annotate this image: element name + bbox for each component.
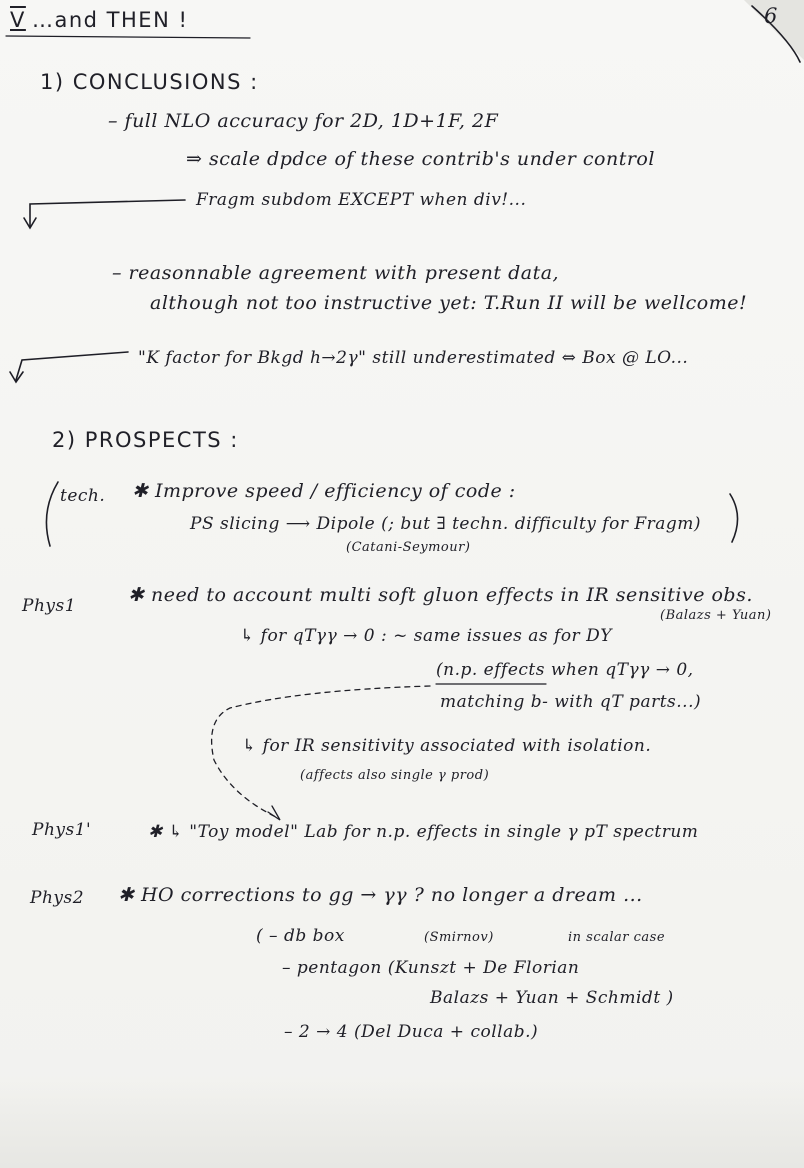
dashed-connector-head bbox=[268, 806, 280, 820]
tech-subitem-note: (Catani-Seymour) bbox=[346, 540, 471, 555]
conclusion-item-nlo-consequence: ⇒ scale dpdce of these contrib's under control bbox=[186, 148, 655, 170]
conclusion-item-agreement-2: although not too instructive yet: T.Run II will be wellcome! bbox=[150, 292, 748, 314]
dashed-connector bbox=[212, 686, 430, 818]
phys1-label: Phys1 bbox=[22, 596, 77, 616]
tech-item: ✱ Improve speed / efficiency of code : bbox=[132, 480, 516, 502]
tech-left-bracket bbox=[46, 482, 58, 546]
left-arrow-1 bbox=[30, 200, 185, 226]
phys2-subitem-pentagon-b: Balazs + Yuan + Schmidt ) bbox=[430, 988, 674, 1008]
phys1-subitem-isolation: ↳ for IR sensitivity associated with isolation. bbox=[242, 736, 652, 756]
phys2-item: ✱ HO corrections to gg → γγ ? no longer a dream ... bbox=[118, 884, 643, 906]
conclusion-fragm-note: Fragm subdom EXCEPT when div!... bbox=[196, 190, 527, 210]
phys2-label: Phys2 bbox=[30, 888, 85, 908]
prospects-heading: 2) PROSPECTS : bbox=[52, 428, 239, 452]
phys1-subitem-qt: ↳ for qTγγ → 0 : ~ same issues as for DY bbox=[240, 626, 612, 646]
tech-right-bracket bbox=[730, 494, 738, 542]
phys1-subitem-isolation-b: (affects also single γ prod) bbox=[300, 768, 490, 783]
title-underline bbox=[6, 36, 250, 38]
phys1p-label: Phys1' bbox=[32, 820, 92, 840]
tech-subitem: PS slicing ⟶ Dipole (; but ∃ techn. difficulty for Fragm) bbox=[190, 514, 702, 534]
phys1-reference: (Balazs + Yuan) bbox=[660, 608, 772, 623]
phys1-subitem-qt-c: matching b- with qT parts...) bbox=[440, 692, 702, 712]
page-number: 6 bbox=[764, 4, 778, 28]
tech-label: tech. bbox=[60, 486, 106, 506]
page-number-circle bbox=[752, 6, 800, 62]
phys2-subitem-2to4: – 2 → 4 (Del Duca + collab.) bbox=[284, 1022, 539, 1042]
phys2-subitem-dbbox: ( – db box bbox=[256, 926, 345, 946]
conclusion-kfactor-note: "K factor for Bkgd h→2γ" still underestimated ⇔ Box @ LO... bbox=[138, 348, 689, 368]
phys2-subitem-dbbox-note: in scalar case bbox=[568, 930, 666, 945]
conclusion-item-agreement-1: – reasonnable agreement with present data, bbox=[112, 262, 560, 284]
page-title: …and THEN ! bbox=[32, 8, 189, 32]
phys2-subitem-dbbox-ref: (Smirnov) bbox=[424, 930, 494, 945]
conclusions-heading: 1) CONCLUSIONS : bbox=[40, 70, 259, 94]
phys2-subitem-pentagon: – pentagon (Kunszt + De Florian bbox=[282, 958, 580, 978]
conclusion-item-nlo: – full NLO accuracy for 2D, 1D+1F, 2F bbox=[108, 110, 499, 132]
roman-numeral: V bbox=[10, 8, 26, 32]
phys1p-item: ✱ ↳ "Toy model" Lab for n.p. effects in single γ pT spectrum bbox=[148, 822, 699, 842]
phys1-subitem-qt-b: (n.p. effects when qTγγ → 0, bbox=[436, 660, 694, 680]
phys1-item: ✱ need to account multi soft gluon effects in IR sensitive obs. bbox=[128, 584, 753, 606]
left-arrow-2 bbox=[16, 352, 128, 380]
